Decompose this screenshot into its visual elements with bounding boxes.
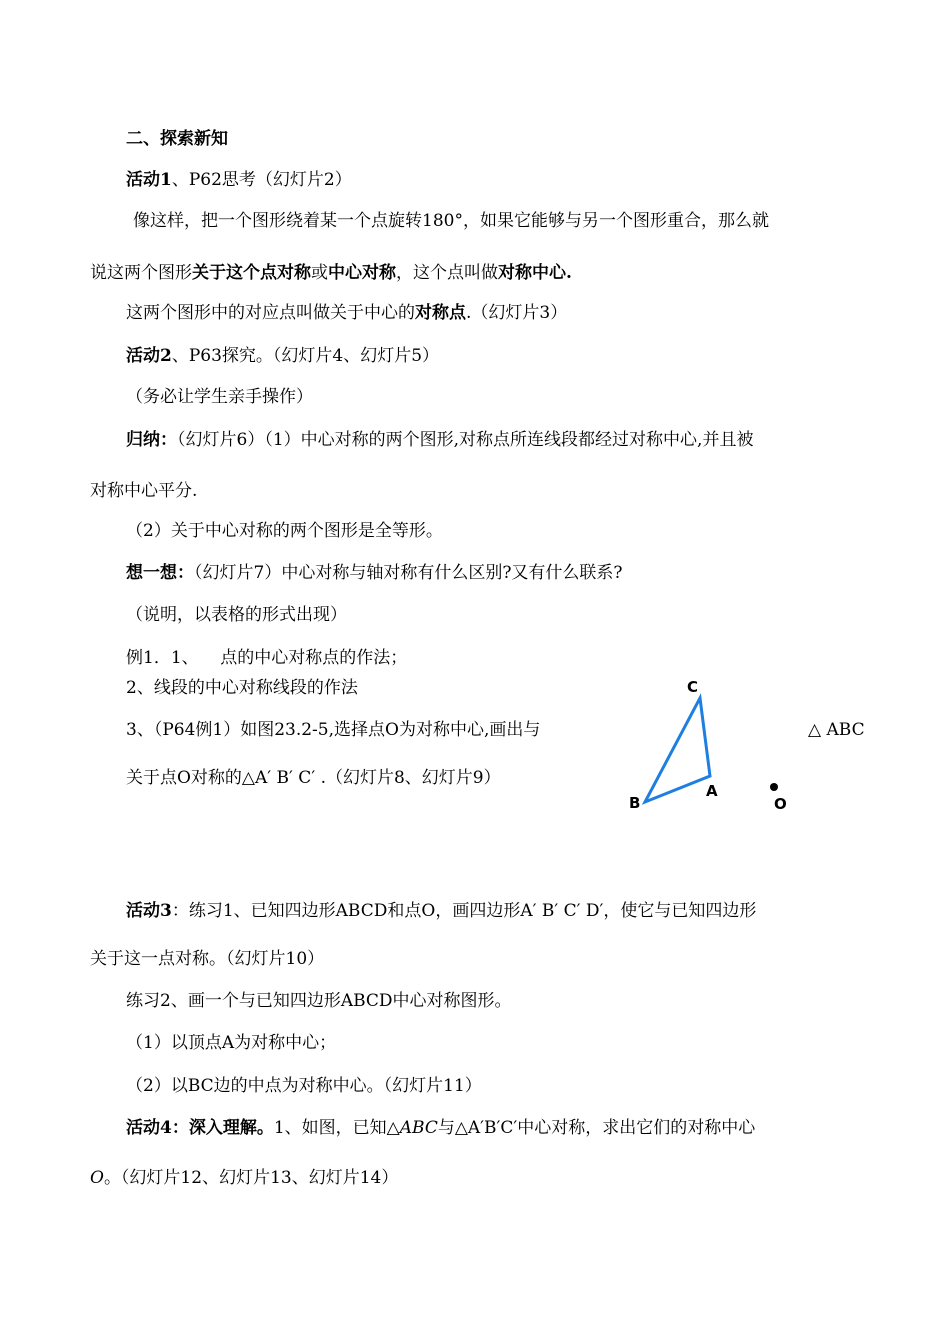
activity-3-line-2: 关于这一点对称。（幻灯片10） xyxy=(90,949,325,969)
activity-4-line-1 xyxy=(126,1117,755,1139)
triangle-abc xyxy=(645,698,710,802)
summary-text: （幻灯片6）（1）中心对称的两个图形,对称点所连线段都经过对称中心,并且被 xyxy=(177,430,754,450)
term-symmetric-point: 对称点 xyxy=(415,303,466,323)
center-symbol: O xyxy=(90,1168,104,1188)
activity-4-line-2 xyxy=(90,1167,398,1189)
label-c: C xyxy=(687,678,699,696)
definition-line-2 xyxy=(90,262,572,284)
text: ，这个点叫做 xyxy=(396,263,498,283)
text: 与△A′B′C′中心对称，求出它们的对称中心 xyxy=(437,1118,756,1138)
activity-2-text: 、P63探究。（幻灯片4、幻灯片5） xyxy=(171,346,440,366)
example-line-1: 例1．1、 点的中心对称点的作法； xyxy=(126,648,408,668)
activity-3-label: 活动3 xyxy=(126,901,172,921)
text: 或 xyxy=(311,263,328,283)
example-line-2: 2、线段的中心对称线段的作法 xyxy=(126,678,358,698)
triangle-figure xyxy=(620,672,800,822)
activity-3-text: ：练习1、已知四边形ABCD和点O，画四边形A′ B′ C′ D′，使它与已知四边形 xyxy=(171,901,757,921)
example-line-3: 3、（P64例1）如图23.2-5,选择点O为对称中心,画出与 xyxy=(126,720,541,740)
label-o: O xyxy=(774,795,787,813)
text: 说这两个图形 xyxy=(90,263,192,283)
text: 这两个图形中的对应点叫做关于中心的 xyxy=(126,303,415,323)
note-hands-on: （务必让学生亲手操作） xyxy=(126,387,313,407)
activity-2 xyxy=(126,345,439,367)
term-central-symmetry: 中心对称 xyxy=(328,263,396,283)
summary-line-1 xyxy=(126,429,753,451)
activity-3-line-5: （2）以BC边的中点为对称中心。（幻灯片11） xyxy=(126,1076,482,1096)
activity-1-label: 活动1 xyxy=(126,170,172,190)
text: . xyxy=(566,263,572,283)
summary-line-3: （2）关于中心对称的两个图形是全等形。 xyxy=(126,521,443,541)
example-line-4: 关于点O对称的△A′ B′ C′ .（幻灯片8、幻灯片9） xyxy=(126,768,501,788)
term-center: 对称中心 xyxy=(498,263,566,283)
think-text: （幻灯片7）中心对称与轴对称有什么区别?又有什么联系? xyxy=(194,563,623,583)
term-about-point: 关于这个点对称 xyxy=(192,263,311,283)
activity-1 xyxy=(126,169,352,191)
activity-1-text: 、P62思考（幻灯片2） xyxy=(171,170,352,190)
activity-2-label: 活动2 xyxy=(126,346,172,366)
activity-3-line-3: 练习2、画一个与已知四边形ABCD中心对称图形。 xyxy=(126,991,512,1011)
label-b: B xyxy=(629,794,641,812)
activity-3-line-1 xyxy=(126,900,756,922)
summary-label: 归纳： xyxy=(126,430,177,450)
definition-line-1: 像这样，把一个图形绕着某一个点旋转180°，如果它能够与另一个图形重合，那么就 xyxy=(133,211,769,231)
activity-4-label: 活动4：深入理解。 xyxy=(126,1118,274,1138)
think-line xyxy=(126,562,623,584)
text: 1、如图，已知△ xyxy=(273,1118,400,1138)
example-line-3-triangle: △ ABC xyxy=(808,720,865,740)
center-point-o xyxy=(770,783,778,791)
activity-3-line-4: （1）以顶点A为对称中心； xyxy=(126,1033,337,1053)
symmetric-points-line xyxy=(126,302,567,324)
text: 。（幻灯片12、幻灯片13、幻灯片14） xyxy=(103,1168,399,1188)
think-label: 想一想： xyxy=(126,563,194,583)
note-table: （说明，以表格的形式出现） xyxy=(126,605,347,625)
summary-line-2: 对称中心平分. xyxy=(90,481,198,501)
triangle-name: ABC xyxy=(399,1118,438,1138)
section-heading: 二、探索新知 xyxy=(126,129,228,149)
text: .（幻灯片3） xyxy=(466,303,568,323)
label-a: A xyxy=(706,782,718,800)
